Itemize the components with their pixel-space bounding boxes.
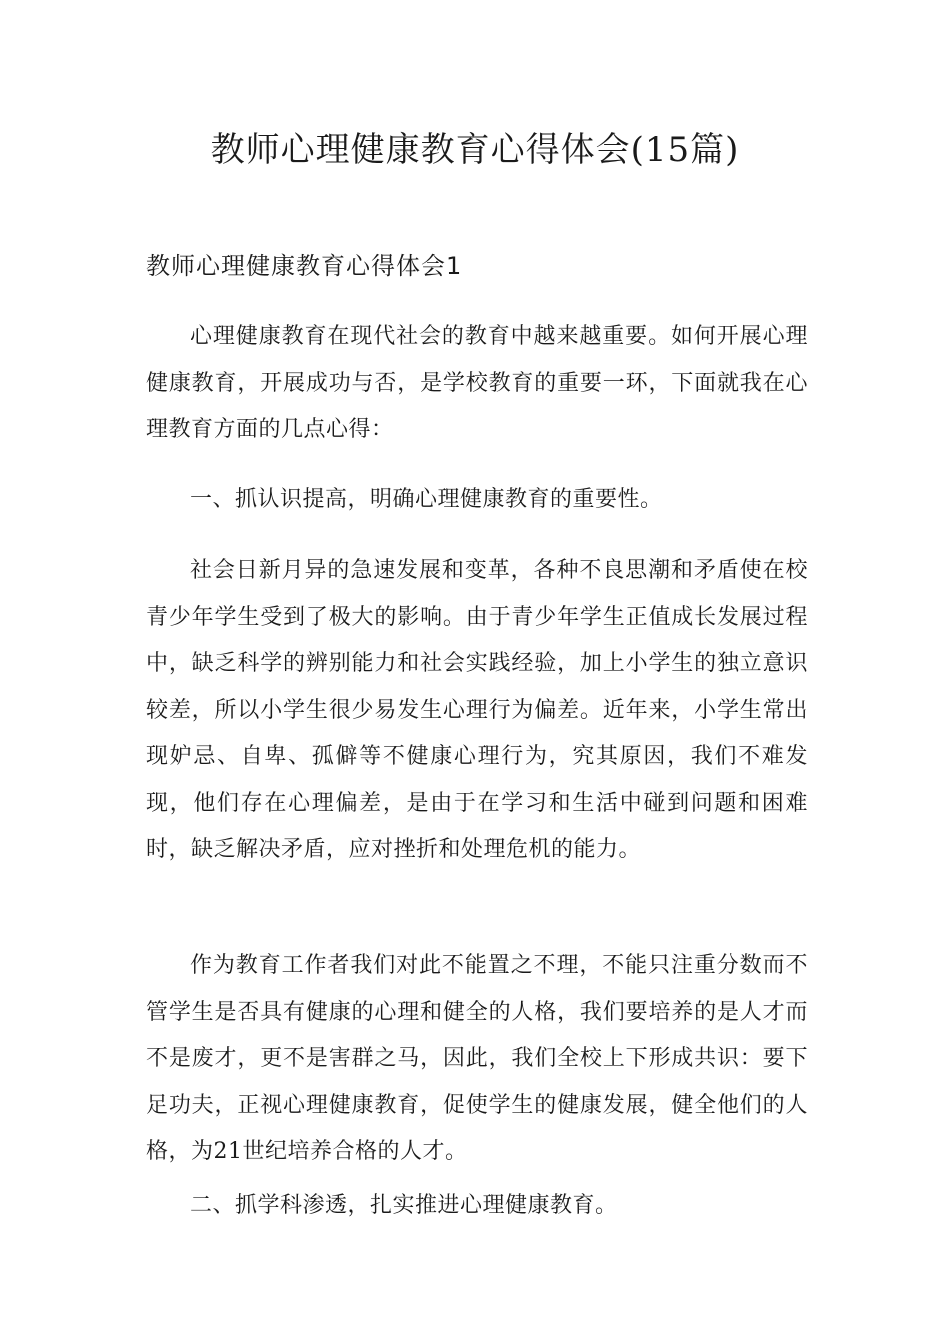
paragraph-point-one-heading: 一、抓认识提高，明确心理健康教育的重要性。 (190, 487, 663, 512)
paragraph-point-two-heading: 二、抓学科渗透，扎实推进心理健康教育。 (190, 1193, 618, 1218)
paragraph-educator-responsibility: 作为教育工作者我们对此不能置之不理，不能只注重分数而不管学生是否具有健康的心理和健全的人格，我们要培养的是人才而不是废才，更不是害群之马，因此，我们全校上下形成共识：要下足功夫，正视心理健康教育，促使学生的健康发展，健全他们的人格，为21世纪培养合格的人才。 (146, 953, 808, 1164)
paragraph-intro: 心理健康教育在现代社会的教育中越来越重要。如何开展心理健康教育，开展成功与否，是学校教育的重要一环，下面就我在心理教育方面的几点心得： (146, 324, 808, 442)
paragraph-social-background: 社会日新月异的急速发展和变革，各种不良思潮和矛盾使在校青少年学生受到了极大的影响。由于青少年学生正值成长发展过程中，缺乏科学的辨别能力和社会实践经验，加上小学生的独立意识较差，所以小学生很少易发生心理行为偏差。近年来，小学生常出现妒忌、自卑、孤僻等不健康心理行为，究其原因，我们不难发现，他们存在心理偏差，是由于在学习和生活中碰到问题和困难时，缺乏解决矛盾，应对挫折和处理危机的能力。 (146, 558, 808, 862)
document-title: 教师心理健康教育心得体会(15篇) (210, 130, 740, 170)
section-heading: 教师心理健康教育心得体会1 (146, 252, 463, 280)
